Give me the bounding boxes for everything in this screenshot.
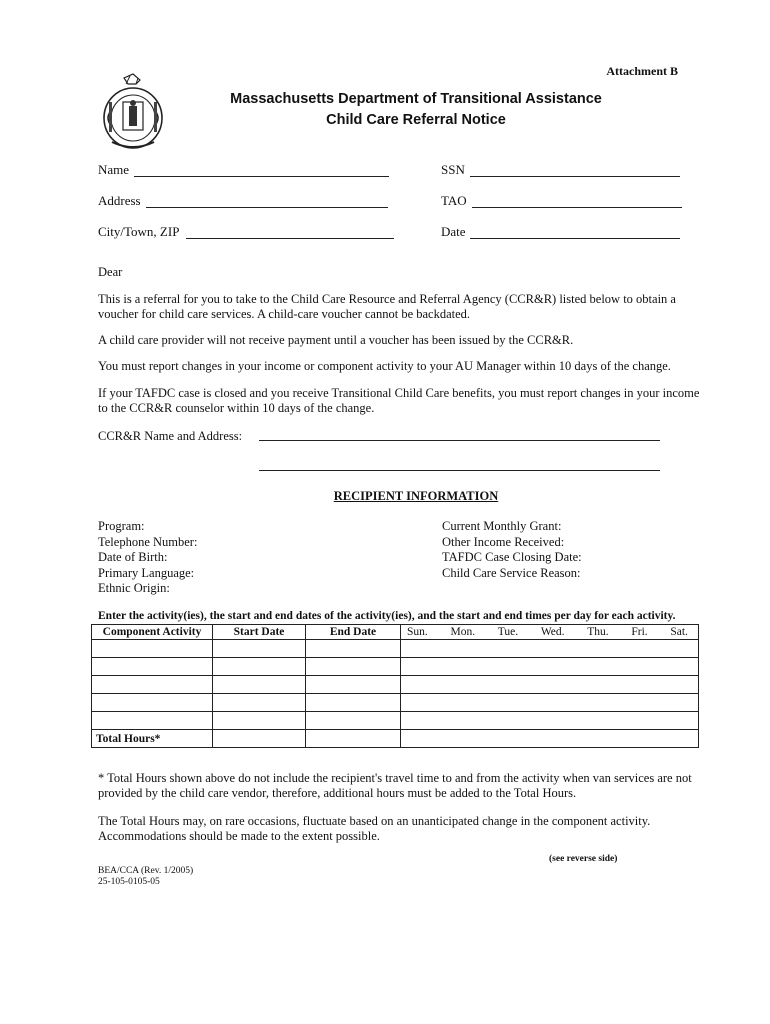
col-start-date: Start Date [213, 625, 306, 640]
day-wed: Wed. [540, 626, 565, 638]
table-row[interactable] [92, 676, 699, 694]
table-row[interactable] [92, 712, 699, 730]
day-thu: Thu. [587, 626, 609, 638]
recipient-info-title: RECIPIENT INFORMATION [333, 489, 499, 503]
ccrr-address-field[interactable] [259, 470, 660, 471]
service-reason-label: Child Care Service Reason: [442, 565, 581, 580]
form-title: Child Care Referral Notice [326, 112, 506, 128]
telephone-label: Telephone Number: [98, 534, 198, 549]
note-fluctuate: The Total Hours may, on rare occasions, fluctuate based on an unanticipated change in the component activity. Accommodations should be made to the extent possible. [98, 813, 651, 843]
city-zip-label: City/Town, ZIP [98, 224, 180, 239]
form-code: BEA/CCA (Rev. 1/2005) [98, 866, 194, 876]
activity-table [91, 624, 699, 748]
table-row[interactable] [92, 694, 699, 712]
ccrr-label: CCR&R Name and Address: [98, 429, 243, 443]
language-label: Primary Language: [98, 565, 195, 580]
day-fri: Fri. [631, 626, 648, 638]
name-field[interactable] [134, 176, 389, 177]
monthly-grant-label: Current Monthly Grant: [442, 519, 562, 533]
dob-label: Date of Birth: [98, 550, 168, 564]
ssn-label: SSN [441, 162, 465, 177]
col-days [401, 625, 699, 640]
tao-field[interactable] [472, 207, 682, 208]
paragraph-tcc: If your TAFDC case is closed and you receive Transitional Child Care benefits, you must report changes in your income to the CCR&R counselor within 10 days of the change. [98, 386, 700, 415]
date-label: Date [441, 224, 466, 239]
total-hours-label: Total Hours* [92, 730, 213, 748]
paragraph-payment: A child care provider will not receive payment until a voucher has been issued by the CCR&R. [98, 333, 574, 347]
department-title: Massachusetts Department of Transitional Assistance [230, 91, 602, 107]
attachment-label: Attachment B [606, 64, 678, 78]
note-total-hours: * Total Hours shown above do not include the recipient's travel time to and from the activity when van services are not provided by the child care vendor, therefore, additional hours must be added to the Total Hours. [98, 770, 692, 800]
table-row[interactable] [92, 658, 699, 676]
paragraph-report-changes: You must report changes in your income or component activity to your AU Manager within 10 days of the change. [98, 359, 671, 373]
ccrr-name-field[interactable] [259, 440, 660, 441]
activity-instruction: Enter the activity(ies), the start and end dates of the activity(ies), and the start and end times per day for each activity. [98, 610, 676, 622]
name-label: Name [98, 162, 130, 177]
recipient-right-list [442, 519, 582, 581]
city-zip-field[interactable] [186, 238, 394, 239]
date-field[interactable] [470, 238, 680, 239]
other-income-label: Other Income Received: [442, 534, 565, 549]
ethnic-origin-label: Ethnic Origin: [98, 581, 170, 595]
address-label: Address [98, 193, 141, 208]
col-component-activity: Component Activity [92, 625, 213, 640]
paragraph-referral: This is a referral for you to take to the Child Care Resource and Referral Agency (CCR&R) listed below to obtain a voucher for child care services. A child-care voucher cannot be backdated. [98, 292, 676, 321]
form-number: 25-105-0105-05 [98, 877, 160, 887]
program-label: Program: [98, 519, 145, 533]
day-mon: Mon. [450, 626, 476, 638]
col-end-date: End Date [306, 625, 401, 640]
ssn-field[interactable] [470, 176, 680, 177]
table-row[interactable] [92, 640, 699, 658]
case-closing-date-label: TAFDC Case Closing Date: [442, 550, 582, 564]
day-sat: Sat. [670, 626, 688, 638]
day-tue: Tue. [497, 626, 519, 638]
total-hours-row[interactable] [92, 730, 699, 748]
address-field[interactable] [146, 207, 388, 208]
see-reverse-side: (see reverse side) [549, 854, 618, 864]
table-header-row [92, 625, 699, 640]
recipient-left-list [98, 519, 197, 597]
day-sun: Sun. [407, 626, 428, 638]
salutation: Dear [98, 265, 123, 279]
tao-label: TAO [441, 193, 467, 208]
